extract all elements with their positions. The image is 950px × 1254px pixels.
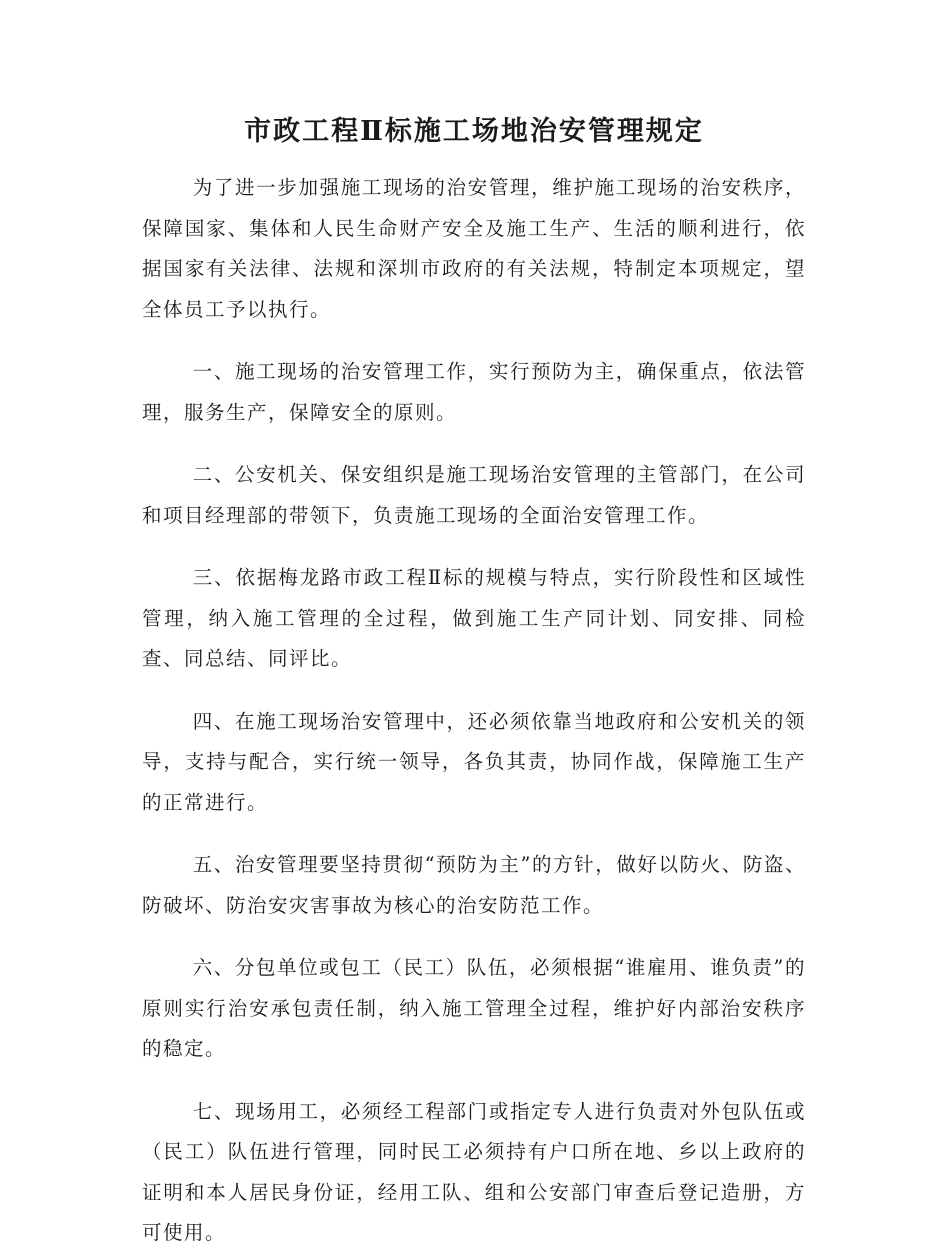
document-page: [142, 112, 806, 1254]
clause-4: 四、在施工现场治安管理中，还必须依靠当地政府和公安机关的领导，支持与配合，实行统一领导，各负其责，协同作战，保障施工生产的正常进行。: [142, 709, 806, 814]
clause-3: 三、依据梅龙路市政工程Ⅱ标的规模与特点，实行阶段性和区域性管理，纳入施工管理的全过程，做到施工生产同计划、同安排、同检查、同总结、同评比。: [142, 566, 806, 670]
document-title: 市政工程Ⅱ标施工场地治安管理规定: [244, 116, 704, 147]
clause-6: 六、分包单位或包工（民工）队伍，必须根据“谁雇用、谁负责”的原则实行治安承包责任制，纳入施工管理全过程，维护好内部治安秩序的稳定。: [142, 956, 806, 1060]
clause-2: 二、公安机关、保安组织是施工现场治安管理的主管部门，在公司和项目经理部的带领下，负责施工现场的全面治安管理工作。: [142, 463, 806, 527]
clause-1: 一、施工现场的治安管理工作，实行预防为主，确保重点，依法管理，服务生产，保障安全的原则。: [142, 360, 806, 424]
intro-paragraph: 为了进一步加强施工现场的治安管理，维护施工现场的治安秩序，保障国家、集体和人民生命财产安全及施工生产、生活的顺利进行，依据国家有关法律、法规和深圳市政府的有关法规，特制定本项规定，望全体员工予以执行。: [142, 176, 806, 321]
clause-5: 五、治安管理要坚持贯彻“预防为主”的方针，做好以防火、防盗、防破坏、防治安灾害事故为核心的治安防范工作。: [142, 853, 806, 917]
clause-7: 七、现场用工，必须经工程部门或指定专人进行负责对外包队伍或（民工）队伍进行管理，同时民工必须持有户口所在地、乡以上政府的证明和本人居民身份证，经用工队、组和公安部门审查后登记造册，方可使用。: [142, 1099, 806, 1244]
